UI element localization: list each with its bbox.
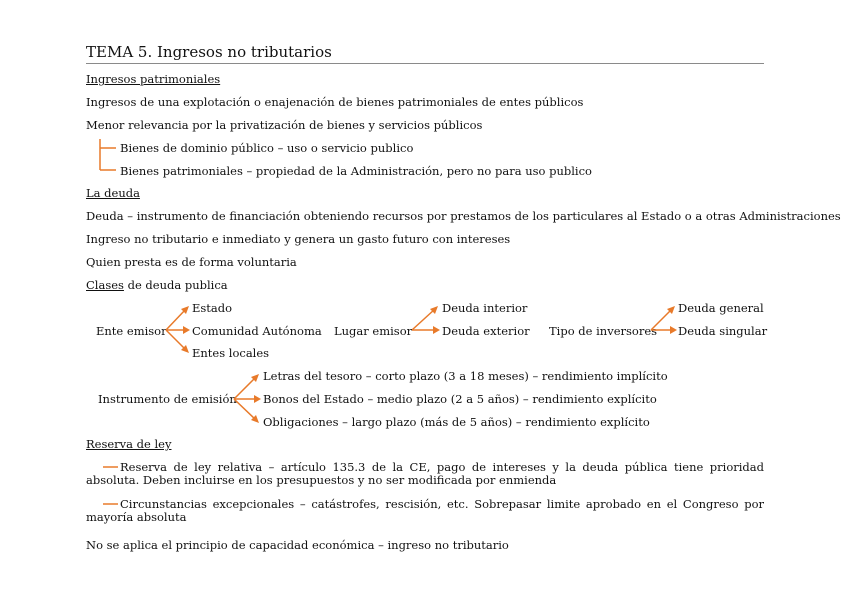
lugar-emisor-item-interior: Deuda interior — [442, 301, 528, 315]
deuda-line-3: Quien presta es de forma voluntaria — [86, 255, 297, 269]
tipo-inversores-arrowhead-general — [667, 306, 675, 314]
lugar-emisor-arrowhead-interior — [430, 306, 438, 314]
instrumento-arrowhead-bonos — [254, 395, 261, 403]
title-divider — [86, 63, 764, 64]
reserva-item-1: Reserva de ley relativa – artículo 135.3 de la CE, pago de intereses y la deuda pública tiene prioridad absoluta. Deben incluirse en los presupuestos y no ser modificada por enmienda — [86, 460, 764, 487]
instrumento-arrowhead-obligaciones — [251, 415, 259, 423]
lugar-emisor-item-exterior: Deuda exterior — [442, 324, 530, 338]
ente-emisor-arrow-entes-locales — [166, 330, 186, 350]
instrumento-arrow-obligaciones — [234, 399, 256, 420]
page-title: TEMA 5. Ingresos no tributarios — [86, 43, 332, 61]
instrumento-arrowhead-letras — [251, 374, 259, 382]
deuda-line-2: Ingreso no tributario e inmediato y genera un gasto futuro con intereses — [86, 232, 511, 246]
ente-emisor-arrowhead-entes-locales — [181, 345, 189, 353]
section-heading-deuda: La deuda — [86, 186, 140, 200]
patrimoniales-sub-1: Bienes de dominio público – uso o servicio publico — [120, 141, 414, 155]
patrimoniales-sub-2: Bienes patrimoniales – propiedad de la Administración, pero no para uso publico — [120, 164, 592, 178]
instrumento-arrow-letras — [234, 377, 256, 399]
lugar-emisor-arrowhead-exterior — [433, 326, 440, 334]
ente-emisor-label: Ente emisor — [96, 324, 167, 338]
ente-emisor-arrow-estado — [166, 309, 186, 330]
reserva-closing-line: No se aplica el principio de capacidad económica – ingreso no tributario — [86, 538, 509, 552]
clases-heading-underlined: Clases — [86, 278, 124, 292]
section-heading-patrimoniales: Ingresos patrimoniales — [86, 72, 221, 86]
patrimoniales-line-2: Menor relevancia por la privatización de bienes y servicios públicos — [86, 118, 483, 132]
lugar-emisor-label: Lugar emisor — [334, 324, 413, 338]
section-heading-reserva: Reserva de ley — [86, 437, 172, 451]
instrumento-item-obligaciones: Obligaciones – largo plazo (más de 5 años) – rendimiento explícito — [263, 415, 650, 429]
reserva-item-2: Circunstancias excepcionales – catástrofes, rescisión, etc. Sobrepasar limite aprobado en el Congreso por mayoría absoluta — [86, 497, 764, 524]
ente-emisor-item-estado: Estado — [192, 301, 233, 315]
ente-emisor-arrowhead-comunidad — [183, 326, 190, 334]
instrumento-item-bonos: Bonos del Estado – medio plazo (2 a 5 años) – rendimiento explícito — [263, 392, 657, 406]
lugar-emisor-arrow-interior — [412, 309, 435, 330]
ente-emisor-arrowhead-estado — [181, 306, 189, 314]
tipo-inversores-label: Tipo de inversores — [549, 324, 658, 338]
tipo-inversores-arrowhead-singular — [670, 326, 677, 334]
ente-emisor-item-entes-locales: Entes locales — [192, 346, 270, 360]
tipo-inversores-item-singular: Deuda singular — [678, 324, 768, 338]
clases-heading — [86, 278, 228, 292]
patrimoniales-tree-connector — [100, 139, 116, 170]
instrumento-item-letras: Letras del tesoro – corto plazo (3 a 18 meses) – rendimiento implícito — [263, 369, 668, 383]
ente-emisor-item-comunidad: Comunidad Autónoma — [192, 324, 322, 338]
tipo-inversores-item-general: Deuda general — [678, 301, 764, 315]
clases-heading-rest: de deuda publica — [123, 278, 228, 292]
instrumento-label: Instrumento de emisión — [98, 392, 237, 406]
deuda-line-1: Deuda – instrumento de financiación obteniendo recursos por prestamos de los particulares al Estado o a otras Administraciones — [86, 209, 841, 223]
patrimoniales-line-1: Ingresos de una explotación o enajenación de bienes patrimoniales de entes públicos — [86, 95, 584, 109]
